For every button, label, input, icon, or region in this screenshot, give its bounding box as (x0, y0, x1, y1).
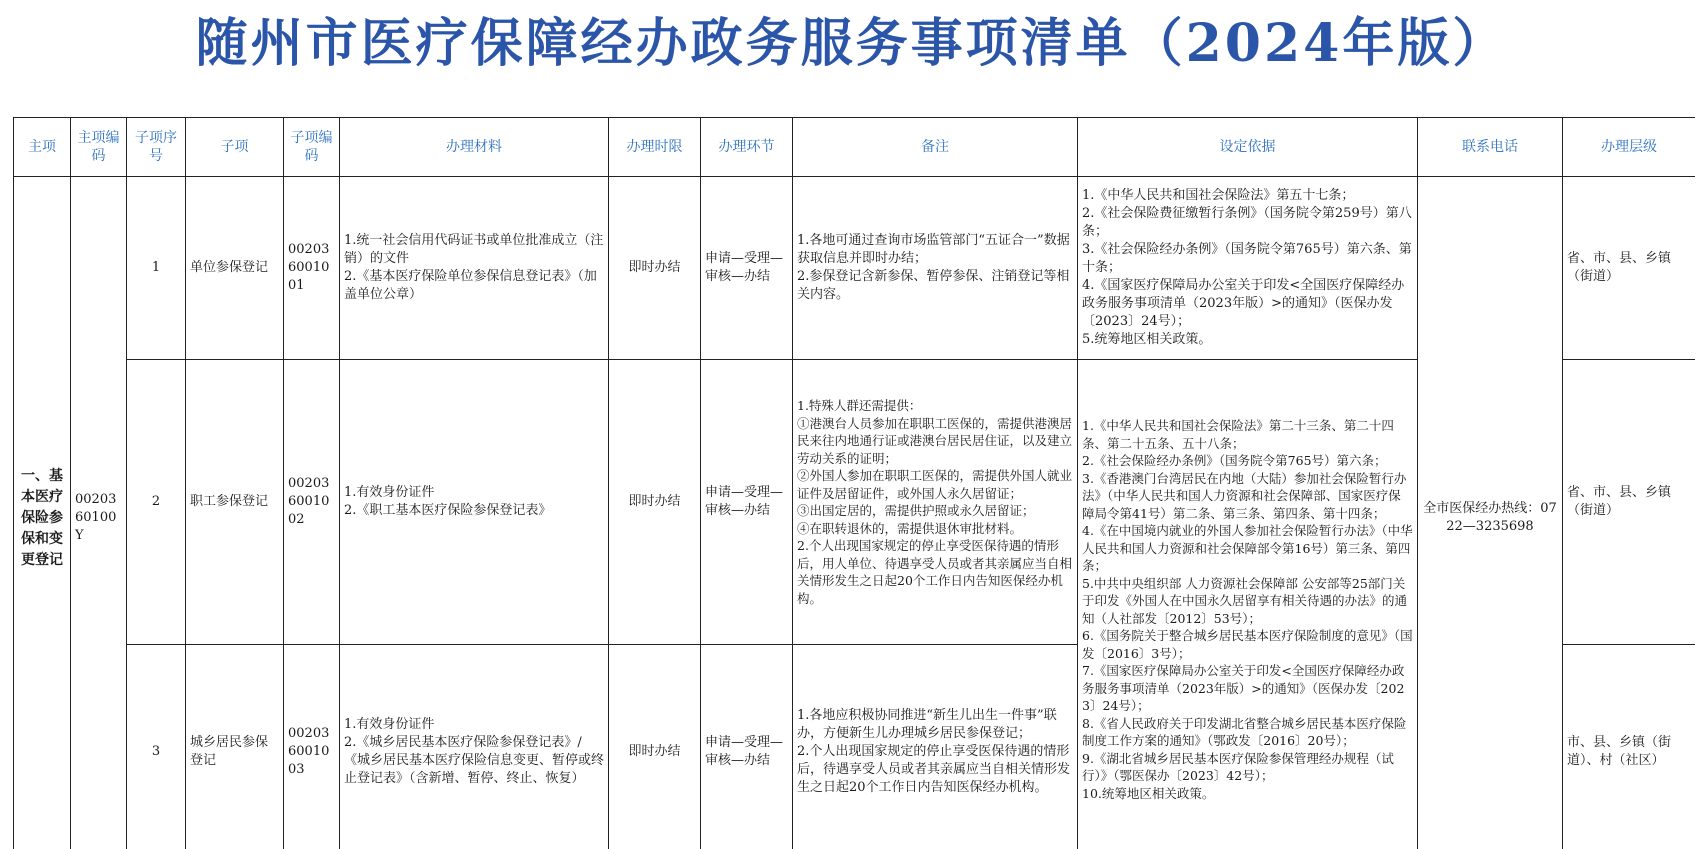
basis-line: 1.《中华人民共和国社会保险法》第五十七条； (1082, 188, 1355, 203)
time-limit: 即时办结 (609, 360, 701, 645)
service-level: 市、县、乡镇（街道）、村（社区） (1563, 645, 1696, 849)
header-time-limit: 办理时限 (609, 118, 701, 177)
time-limit: 即时办结 (609, 645, 701, 849)
header-sub-code: 子项编码 (284, 118, 340, 177)
service-list-table (13, 117, 1695, 849)
service-level: 省、市、县、乡镇（街道） (1563, 177, 1696, 360)
basis-line: 9.《湖北省城乡居民基本医疗保险参保管理经办规程（试行）》（鄂医保办〔2023〕42号）； (1082, 750, 1394, 783)
header-basis: 设定依据 (1078, 118, 1418, 177)
material-line: 2.《基本医疗保险单位参保信息登记表》（加盖单位公章） (344, 269, 597, 302)
header-row (14, 118, 1696, 177)
sub-seq: 3 (127, 645, 186, 849)
basis-cell (1078, 177, 1418, 360)
remark-line: 2.个人出现国家规定的停止享受医保待遇的情形后，待遇享受人员或者其亲属应当自相关情形发生之日起20个工作日内告知医保经办机构。 (797, 744, 1071, 795)
header-sub-item: 子项 (186, 118, 284, 177)
sub-item-name: 城乡居民参保登记 (186, 645, 284, 849)
remarks-cell (793, 360, 1078, 645)
process-steps: 申请—受理—审核—办结 (701, 177, 793, 360)
remark-line: ④在职转退休的，需提供退休审批材料。 (797, 520, 1023, 536)
remark-line: ③出国定居的，需提供护照或永久居留证； (797, 503, 1035, 518)
time-limit: 即时办结 (609, 177, 701, 360)
remark-line: 1.特殊人群还需提供： (797, 398, 922, 413)
remarks-cell (793, 177, 1078, 360)
material-line: 2.《职工基本医疗保险参保登记表》 (344, 503, 552, 518)
basis-line: 1.《中华人民共和国社会保险法》第二十三条、第二十四条、第二十五条、五十八条； (1082, 418, 1394, 451)
material-line: 1.有效身份证件 (344, 485, 435, 500)
basis-line: 4.《国家医疗保障局办公室关于印发<全国医疗保障经办政务服务事项清单（2023年版）>的通知》（医保办发〔2023〕24号）； (1082, 278, 1405, 329)
process-steps: 申请—受理—审核—办结 (701, 645, 793, 849)
basis-line: 3.《社会保险经办条例》（国务院令第765号）第六条、第十条； (1082, 242, 1412, 275)
materials-cell (340, 360, 609, 645)
basis-line: 5.统筹地区相关政策。 (1082, 332, 1212, 347)
basis-line: 2.《社会保险经办条例》（国务院令第765号）第六条； (1082, 453, 1387, 468)
basis-line: 2.《社会保险费征缴暂行条例》（国务院令第259号）第八条； (1082, 206, 1412, 239)
header-sub-seq: 子项序号 (127, 118, 186, 177)
basis-line: 4.《在中国境内就业的外国人参加社会保险暂行办法》（中华人民共和国人力资源和社会保障部令第16号）第三条、第四条； (1082, 523, 1413, 573)
sub-item-code: 002036001003 (284, 645, 340, 849)
materials-cell (340, 645, 609, 849)
contact-phone: 全市医保经办热线：0722—3235698 (1418, 177, 1563, 849)
basis-line: 3.《香港澳门台湾居民在内地（大陆）参加社会保险暂行办法》（中华人民共和国人力资源和社会保障部、国家医疗保障局令第41号）第二条、第三条、第四条、第十四条； (1082, 470, 1407, 521)
sub-seq: 2 (127, 360, 186, 645)
basis-line: 5.中共中央组织部 人力资源社会保障部 公安部等25部门关于印发《外国人在中国永久居留享有相关待遇的办法》的通知（人社部发〔2012〕53号）； (1082, 575, 1408, 626)
page-title: 随州市医疗保障经办政务服务事项清单（2024年版） (195, 13, 1508, 74)
header-process: 办理环节 (701, 118, 793, 177)
header-level: 办理层级 (1563, 118, 1696, 177)
remark-line: 2.个人出现国家规定的停止享受医保待遇的情形后，用人单位、待遇享受人员或者其亲属应当自相关情形发生之日起20个工作日内告知医保经办机构。 (797, 538, 1073, 606)
service-list-table-wrapper (13, 117, 1695, 849)
main-item-name: 一、基本医疗保险参保和变更登记 (14, 177, 71, 849)
header-contact: 联系电话 (1418, 118, 1563, 177)
header-materials: 办理材料 (340, 118, 609, 177)
remark-line: ①港澳台人员参加在职职工医保的，需提供港澳居民来往内地通行证或港澳台居民居住证，以及建立劳动关系的证明； (797, 415, 1073, 466)
service-level: 省、市、县、乡镇（街道） (1563, 360, 1696, 645)
remark-line: ②外国人参加在职职工医保的，需提供外国人就业证件及居留证件，或外国人永久居留证； (797, 468, 1073, 501)
header-remarks: 备注 (793, 118, 1078, 177)
remark-line: 1.各地可通过查询市场监管部门“五证合一”数据获取信息并即时办结； (797, 233, 1070, 266)
sub-item-name: 职工参保登记 (186, 360, 284, 645)
material-line: 1.统一社会信用代码证书或单位批准成立（注销）的文件 (344, 233, 604, 266)
header-main-item: 主项 (14, 118, 71, 177)
table-row (14, 177, 1696, 360)
sub-seq: 1 (127, 177, 186, 360)
remarks-cell (793, 645, 1078, 849)
main-item-code: 0020360100Y (71, 177, 127, 849)
process-steps: 申请—受理—审核—办结 (701, 360, 793, 645)
sub-item-name: 单位参保登记 (186, 177, 284, 360)
remark-line: 1.各地应积极协同推进“新生儿出生一件事”联办，方便新生儿办理城乡居民参保登记； (797, 708, 1057, 741)
sub-item-code: 002036001002 (284, 360, 340, 645)
sub-item-code: 002036001001 (284, 177, 340, 360)
materials-cell (340, 177, 609, 360)
basis-cell (1078, 360, 1418, 849)
basis-line: 6.《国务院关于整合城乡居民基本医疗保险制度的意见》（国发〔2016〕3号）； (1082, 628, 1413, 661)
basis-line: 10.统筹地区相关政策。 (1082, 785, 1215, 801)
header-main-code: 主项编码 (71, 118, 127, 177)
basis-line: 8.《省人民政府关于印发湖北省整合城乡居民基本医疗保险制度工作方案的通知》（鄂政发〔2016〕20号）； (1082, 715, 1407, 748)
material-line: 2.《城乡居民基本医疗保险参保登记表》/《城乡居民基本医疗保险信息变更、暂停或终止登记表》（含新增、暂停、终止、恢复） (344, 735, 605, 786)
basis-line: 7.《国家医疗保障局办公室关于印发<全国医疗保障经办政务服务事项清单（2023年版）>的通知》（医保办发〔2023〕24号）； (1082, 663, 1405, 713)
remark-line: 2.参保登记含新参保、暂停参保、注销登记等相关内容。 (797, 269, 1070, 302)
material-line: 1.有效身份证件 (344, 717, 435, 732)
